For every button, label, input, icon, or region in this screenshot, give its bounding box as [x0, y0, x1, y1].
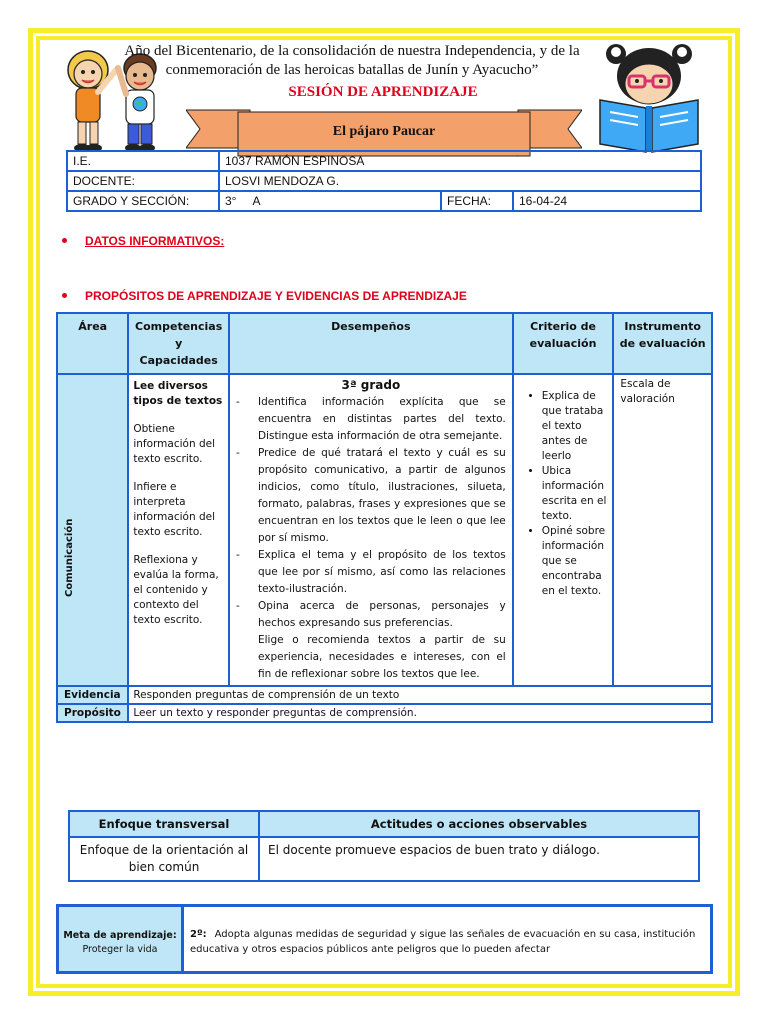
purposes-table	[56, 312, 713, 723]
header-competencias-line2: y	[175, 337, 183, 350]
purposes-header-row	[57, 313, 712, 374]
meta-sublabel: Proteger la vida	[82, 944, 158, 955]
info-row-grado	[67, 191, 701, 211]
meta-text: Adopta algunas medidas de seguridad y sigue las señales de evacuación en su casa, institución educativa y otros espacios públicos ante peligros que lo pueden afectar	[190, 929, 696, 955]
desempeno-item: - Opina acerca de personas, personajes y hechos expresando sus preferencias.	[236, 598, 506, 632]
capacidad-2: Infiere e interpreta información del texto escrito.	[133, 481, 215, 538]
competencia-title: Lee diversos tipos de textos	[133, 380, 223, 407]
header-instrumento	[613, 313, 712, 374]
enfoque-header-left: Enfoque transversal	[69, 811, 259, 837]
enfoque-table	[68, 810, 700, 882]
info-row-docente	[67, 171, 701, 191]
enfoque-header-row	[69, 811, 699, 837]
fecha-label: FECHA:	[441, 191, 513, 211]
desempeno-continuation: Elige o recomienda textos a partir de su experiencia, necesidades e intereses, con el fin de reflexionar sobre los textos que lee.	[257, 634, 506, 680]
instrumento-cell: Escala de valoración	[613, 374, 712, 686]
enfoque-left-value: Enfoque de la orientación al bien común	[69, 837, 259, 881]
desempeno-item: - Predice de qué tratará el texto y cuál es su propósito comunicativo, a partir de algunos indicios, como título, ilustraciones, silueta, formato, palabras, frases y expresiones que se encuentran en los textos que le leen o que lee por sí mismo.	[236, 445, 506, 547]
year-header-text: Año del Bicentenario, de la consolidación de nuestra Independencia, y de la conmemoración de las heroicas batallas de Junín y Ayacucho”	[124, 43, 580, 78]
docente-label: DOCENTE:	[67, 171, 219, 191]
header-area: Área	[57, 313, 128, 374]
info-table	[66, 150, 702, 212]
proposito-label: Propósito	[57, 704, 128, 722]
evidencia-value: Responden preguntas de comprensión de un texto	[128, 686, 712, 704]
enfoque-header-right: Actitudes o acciones observables	[259, 811, 699, 837]
header-competencias-line3: Capacidades	[139, 354, 218, 367]
desempenos-cell	[229, 374, 513, 686]
docente-value: LOSVI MENDOZA G.	[219, 171, 701, 191]
competencias-cell	[128, 374, 229, 686]
header-competencias-line1: Competencias	[135, 320, 223, 333]
bullet-icon	[62, 238, 67, 243]
evidencia-row	[57, 686, 712, 704]
grado-value: 3° A	[219, 191, 441, 211]
desempenos-list	[236, 394, 506, 632]
meta-row	[58, 906, 712, 973]
ie-label: I.E.	[67, 151, 219, 171]
meta-text-cell	[183, 906, 712, 973]
area-cell	[57, 374, 128, 686]
enfoque-right-value: El docente promueve espacios de buen trato y diálogo.	[259, 837, 699, 881]
header-desempenos: Desempeños	[229, 313, 513, 374]
criterio-item: • Explica de que trataba el texto antes de leerlo	[542, 389, 611, 464]
header-competencias	[128, 313, 229, 374]
lesson-title: El pájaro Paucar	[332, 124, 436, 139]
evidencia-label: Evidencia	[57, 686, 128, 704]
meta-grade: 2º:	[190, 929, 207, 940]
section-propositos-label: PROPÓSITOS DE APRENDIZAJE Y EVIDENCIAS DE APRENDIZAJE	[85, 289, 467, 303]
session-title: SESIÓN DE APRENDIZAJE	[288, 84, 478, 100]
fecha-value: 16-04-24	[513, 191, 701, 211]
header-instrumento-line2: de evaluación	[619, 337, 706, 350]
enfoque-body-row	[69, 837, 699, 881]
section-propositos	[62, 289, 467, 303]
desempeno-item: - Identifica información explícita que se encuentra en distintas partes del texto. Distingue esta información de otra semejante.	[236, 394, 506, 445]
header-criterio-line1: Criterio de	[530, 320, 596, 333]
meta-label-cell	[58, 906, 183, 973]
criterio-item: • Opiné sobre información que se encontraba en el texto.	[542, 524, 611, 599]
criterio-list	[518, 389, 611, 599]
bullet-icon	[62, 293, 67, 298]
section-datos	[62, 234, 224, 248]
purposes-body-row	[57, 374, 712, 686]
proposito-value: Leer un texto y responder preguntas de comprensión.	[128, 704, 712, 722]
grado-heading: 3ª grado	[341, 378, 401, 392]
header-criterio	[513, 313, 614, 374]
header-criterio-line2: evaluación	[529, 337, 597, 350]
criterio-item: • Ubica información escrita en el texto.	[542, 464, 611, 524]
proposito-row	[57, 704, 712, 722]
desempeno-item: - Explica el tema y el propósito de los textos que lee por sí mismo, así como las relaciones texto-ilustración.	[236, 547, 506, 598]
capacidad-1: Obtiene información del texto escrito.	[133, 423, 215, 465]
reading-girl-illustration	[596, 40, 702, 158]
header-instrumento-line1: Instrumento	[624, 320, 701, 333]
area-value: Comunicación	[64, 518, 75, 597]
info-row-ie	[67, 151, 701, 171]
capacidad-3: Reflexiona y evalúa la forma, el contenido y contexto del texto escrito.	[133, 554, 219, 626]
section-datos-label: DATOS INFORMATIVOS:	[85, 234, 225, 248]
ie-value: 1037 RAMÓN ESPINOSA	[219, 151, 701, 171]
grado-label: GRADO Y SECCIÓN:	[67, 191, 219, 211]
criterio-cell	[513, 374, 614, 686]
meta-table	[56, 904, 713, 974]
meta-label: Meta de aprendizaje:	[63, 930, 177, 941]
